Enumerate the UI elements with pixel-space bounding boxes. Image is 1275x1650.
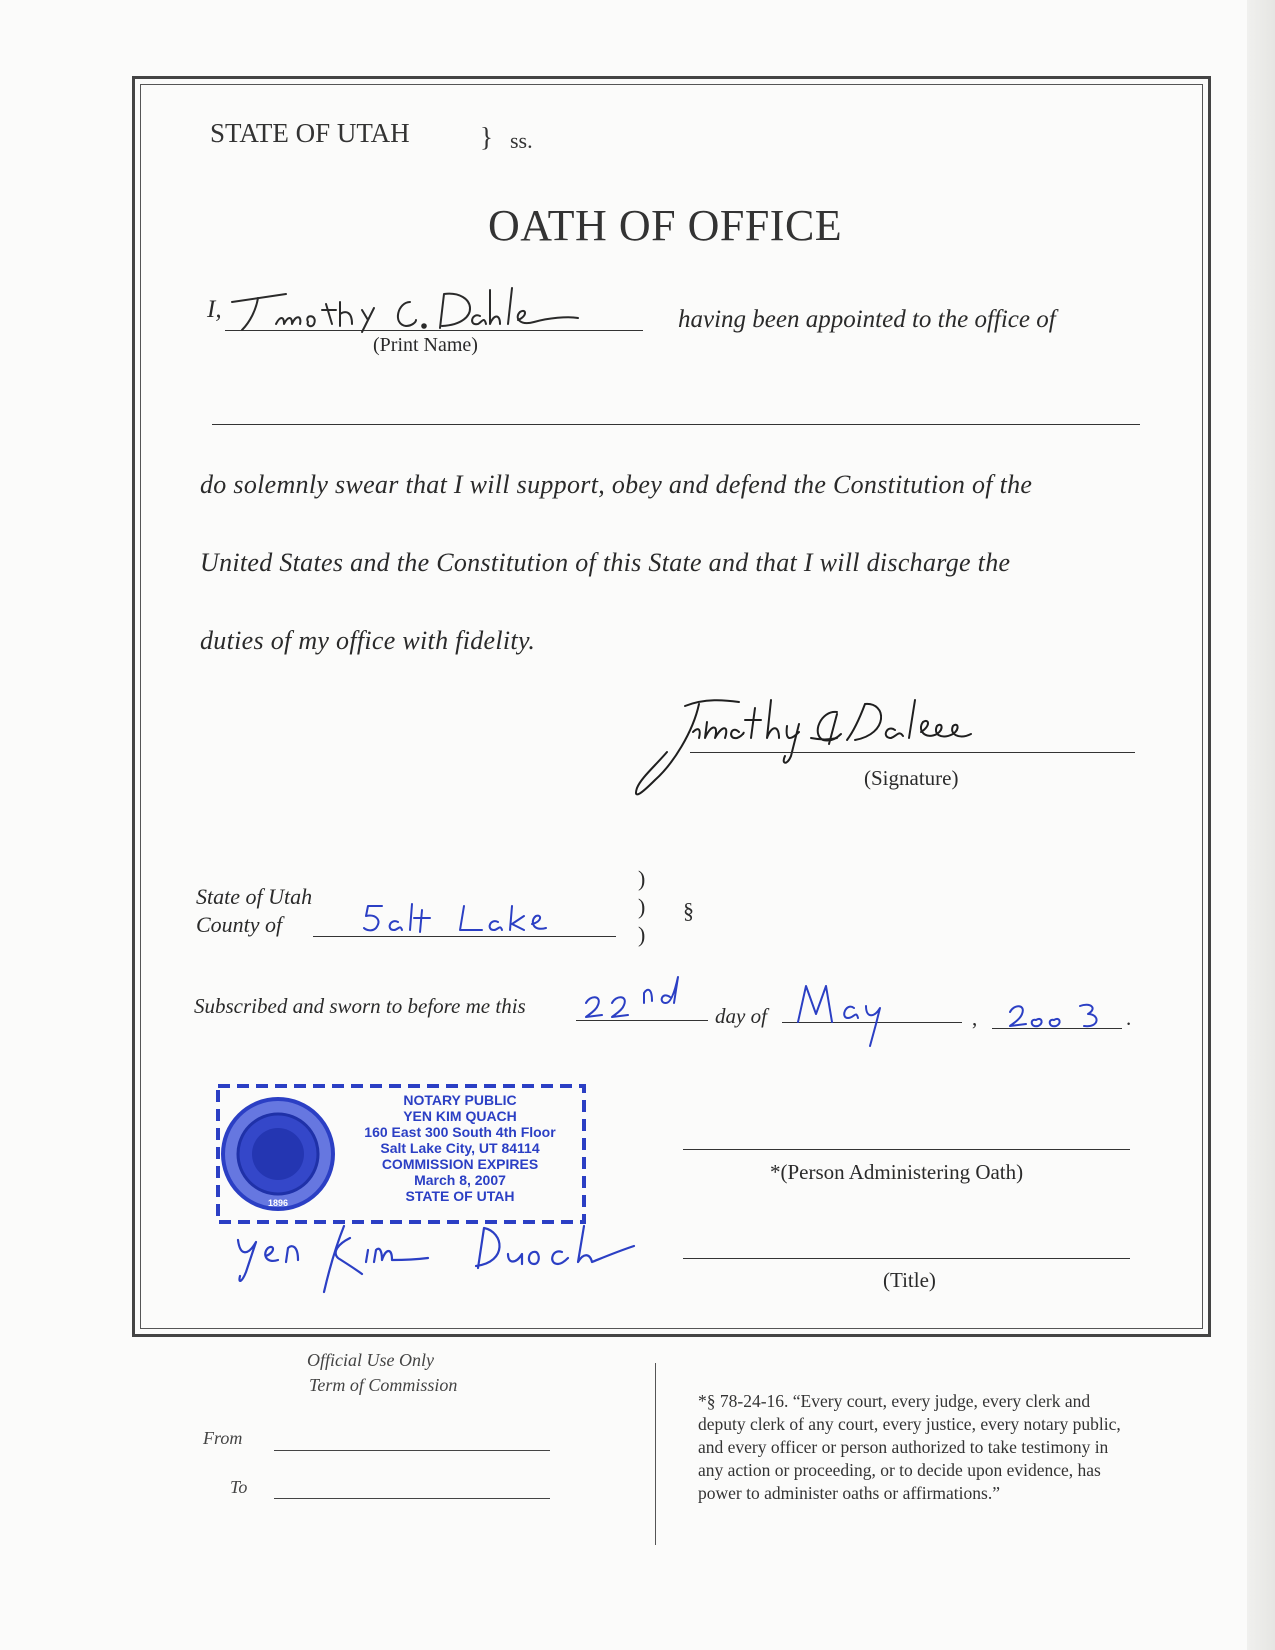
administering-label: *(Person Administering Oath) bbox=[770, 1160, 1024, 1184]
handwritten-county bbox=[360, 900, 570, 940]
from-line bbox=[274, 1450, 550, 1451]
to-line bbox=[274, 1498, 550, 1499]
handwritten-year bbox=[1006, 1000, 1116, 1034]
handwritten-signature bbox=[615, 692, 1075, 807]
notary-signature bbox=[232, 1222, 642, 1294]
handwritten-print-name bbox=[228, 280, 608, 340]
stamp-line: Salt Lake City, UT 84114 bbox=[380, 1140, 540, 1156]
stamp-line: STATE OF UTAH bbox=[405, 1188, 515, 1204]
signature-line bbox=[690, 752, 1135, 753]
administering-line bbox=[683, 1149, 1130, 1150]
stamp-seal-year: 1896 bbox=[267, 1198, 289, 1208]
term-of-commission: Term of Commission bbox=[309, 1375, 458, 1395]
notary-seal-icon bbox=[223, 1099, 333, 1209]
appointed-text: having been appointed to the office of bbox=[678, 306, 1056, 333]
venue-paren: ) bbox=[638, 866, 646, 891]
jurat-text: Subscribed and sworn to before me this bbox=[194, 994, 526, 1018]
oath-text-line: do solemnly swear that I will support, obey and defend the Constitution of the bbox=[200, 470, 1033, 499]
header-ss: ss. bbox=[510, 128, 533, 153]
to-label: To bbox=[230, 1477, 248, 1497]
venue-paren: ) bbox=[638, 894, 646, 919]
title-label: (Title) bbox=[883, 1268, 936, 1292]
handwritten-month bbox=[790, 978, 920, 1050]
signature-label: (Signature) bbox=[864, 766, 959, 790]
stamp-line: COMMISSION EXPIRES bbox=[381, 1156, 539, 1172]
stamp-line: 160 East 300 South 4th Floor bbox=[364, 1124, 556, 1140]
header-brace: } bbox=[480, 122, 493, 152]
oath-text-line: duties of my office with fidelity. bbox=[200, 626, 536, 655]
print-name-label: (Print Name) bbox=[373, 334, 478, 356]
oath-text-line: United States and the Constitution of this State and that I will discharge the bbox=[200, 548, 1011, 577]
stamp-line: YEN KIM QUACH bbox=[403, 1108, 517, 1124]
stamp-line: NOTARY PUBLIC bbox=[403, 1092, 517, 1108]
scan-edge bbox=[1247, 0, 1275, 1650]
state-header: STATE OF UTAH bbox=[210, 118, 410, 148]
jurat-comma: , bbox=[972, 1006, 978, 1030]
handwritten-day bbox=[582, 975, 712, 1025]
notary-stamp bbox=[215, 1083, 587, 1225]
day-of-label: day of bbox=[715, 1004, 767, 1028]
statute-note bbox=[698, 1390, 1198, 1505]
statute-line: *§ 78-24-16. “Every court, every judge, every clerk and bbox=[698, 1391, 1091, 1411]
venue-paren: ) bbox=[638, 922, 646, 947]
stamp-line: March 8, 2007 bbox=[414, 1172, 506, 1188]
office-line bbox=[212, 424, 1140, 425]
from-label: From bbox=[203, 1428, 243, 1448]
official-use-heading: Official Use Only bbox=[307, 1350, 434, 1370]
form-title: OATH OF OFFICE bbox=[488, 201, 843, 250]
venue-state: State of Utah bbox=[196, 884, 313, 909]
section-mark: § bbox=[683, 898, 694, 923]
statute-line: any action or proceeding, or to decide upon evidence, has bbox=[698, 1460, 1101, 1480]
jurat-period: . bbox=[1126, 1006, 1132, 1030]
statute-line: power to administer oaths or affirmations.” bbox=[698, 1483, 1000, 1503]
title-line bbox=[683, 1258, 1130, 1259]
venue-county-label: County of bbox=[196, 912, 283, 937]
statute-line: and every officer or person authorized to take testimony in bbox=[698, 1437, 1109, 1457]
statute-line: deputy clerk of any court, every justice, every notary public, bbox=[698, 1414, 1121, 1434]
oath-prefix: I, bbox=[207, 296, 222, 323]
footer-divider bbox=[655, 1363, 656, 1545]
